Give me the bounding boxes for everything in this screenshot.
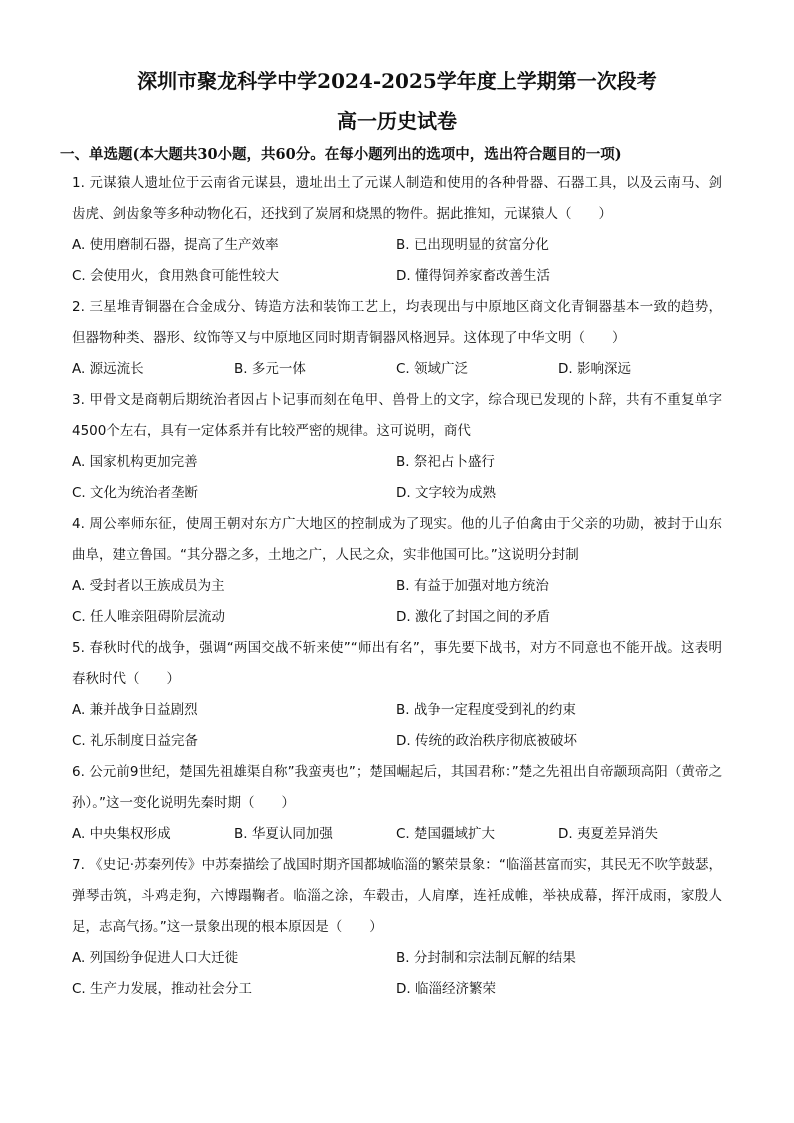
option-b: B. 分封制和宗法制瓦解的结果 bbox=[396, 950, 576, 966]
option-a: A. 兼并战争日益剧烈 bbox=[72, 702, 198, 718]
option-list bbox=[72, 695, 722, 757]
question-stem: 7. 《史记·苏秦列传》中苏秦描绘了战国时期齐国都城临淄的繁荣景象：“临淄甚富而实，其民无不吹竽鼓瑟，弹琴击筑，斗鸡走狗，六博蹋鞠者。临淄之涂，车毂击，人肩摩，连衽成帷，举袂成幕，挥汗成雨，家殷人足，志高气扬。”这一景象出现的根本原因是（ ） bbox=[72, 857, 722, 935]
option-c: C. 任人唯亲阻碍阶层流动 bbox=[72, 609, 226, 625]
option-d: D. 激化了封国之间的矛盾 bbox=[396, 609, 550, 625]
option-b: B. 已出现明显的贫富分化 bbox=[396, 237, 549, 253]
option-a: A. 国家机构更加完善 bbox=[72, 454, 198, 470]
option-c: C. 会使用火，食用熟食可能性较大 bbox=[72, 268, 280, 284]
option-c: C. 楚国疆域扩大 bbox=[396, 826, 496, 842]
option-b: B. 战争一定程度受到礼的约束 bbox=[396, 702, 576, 718]
question-list bbox=[72, 168, 722, 1005]
question-stem: 6. 公元前9世纪，楚国先祖雄渠自称”我蛮夷也”；楚国崛起后，其国君称：”楚之先祖出自帝颛顼高阳（黄帝之孙）。”这一变化说明先秦时期（ ） bbox=[72, 764, 722, 811]
question-stem: 1. 元谋猿人遗址位于云南省元谋县，遗址出土了元谋人制造和使用的各种骨器、石器工具，以及云南马、剑齿虎、剑齿象等多种动物化石，还找到了炭屑和烧黑的物件。据此推知，元谋猿人（ ） bbox=[72, 175, 722, 222]
question-stem: 4. 周公率师东征，使周王朝对东方广大地区的控制成为了现实。他的儿子伯禽由于父亲的功勋，被封于山东曲阜，建立鲁国。“其分器之多，土地之广，人民之众，实非他国可比。”这说明分封制 bbox=[72, 516, 722, 563]
question-2 bbox=[72, 292, 722, 385]
option-d: D. 文字较为成熟 bbox=[396, 485, 496, 501]
exam-subtitle: 高一历史试卷 bbox=[337, 109, 457, 133]
option-d: D. 影响深远 bbox=[558, 361, 631, 377]
question-stem: 2. 三星堆青铜器在合金成分、铸造方法和装饰工艺上，均表现出与中原地区商文化青铜器基本一致的趋势，但器物种类、器形、纹饰等又与中原地区同时期青铜器风格迥异。这体现了中华文明（ ） bbox=[72, 299, 722, 346]
option-list bbox=[72, 571, 722, 633]
option-d: D. 夷夏差异消失 bbox=[558, 826, 658, 842]
question-6 bbox=[72, 757, 722, 850]
question-stem: 5. 春秋时代的战争，强调“两国交战不斩来使”“师出有名”，事先要下战书，对方不同意也不能开战。这表明春秋时代（ ） bbox=[72, 640, 722, 687]
option-c: C. 礼乐制度日益完备 bbox=[72, 733, 199, 749]
option-list bbox=[72, 354, 722, 385]
option-b: B. 祭祀占卜盛行 bbox=[396, 454, 495, 470]
question-1 bbox=[72, 168, 722, 292]
option-a: A. 使用磨制石器，提高了生产效率 bbox=[72, 237, 279, 253]
option-list bbox=[72, 819, 722, 850]
question-5 bbox=[72, 633, 722, 757]
option-list bbox=[72, 943, 722, 1005]
option-d: D. 懂得饲养家畜改善生活 bbox=[396, 268, 550, 284]
option-list bbox=[72, 447, 722, 509]
option-list bbox=[72, 230, 722, 292]
option-b: B. 多元一体 bbox=[234, 361, 306, 377]
question-3 bbox=[72, 385, 722, 509]
option-b: B. 有益于加强对地方统治 bbox=[396, 578, 549, 594]
question-7 bbox=[72, 850, 722, 1005]
option-c: C. 领域广泛 bbox=[396, 361, 469, 377]
option-a: A. 列国纷争促进人口大迁徙 bbox=[72, 950, 239, 966]
option-a: A. 中央集权形成 bbox=[72, 826, 171, 842]
option-d: D. 临淄经济繁荣 bbox=[396, 981, 496, 997]
exam-title: 深圳市聚龙科学中学2024-2025学年度上学期第一次段考 bbox=[137, 69, 657, 93]
section-heading: 一、单选题(本大题共30小题，共60分。在每小题列出的选项中，选出符合题目的一项) bbox=[60, 146, 622, 163]
option-a: A. 受封者以王族成员为主 bbox=[72, 578, 225, 594]
question-stem: 3. 甲骨文是商朝后期统治者因占卜记事而刻在龟甲、兽骨上的文字，综合现已发现的卜辞，共有不重复单字4500个左右，具有一定体系并有比较严密的规律。这可说明，商代 bbox=[72, 392, 722, 439]
option-b: B. 华夏认同加强 bbox=[234, 826, 333, 842]
question-4 bbox=[72, 509, 722, 633]
option-a: A. 源远流长 bbox=[72, 361, 144, 377]
option-d: D. 传统的政治秩序彻底被破坏 bbox=[396, 733, 577, 749]
option-c: C. 生产力发展，推动社会分工 bbox=[72, 981, 253, 997]
option-c: C. 文化为统治者垄断 bbox=[72, 485, 199, 501]
